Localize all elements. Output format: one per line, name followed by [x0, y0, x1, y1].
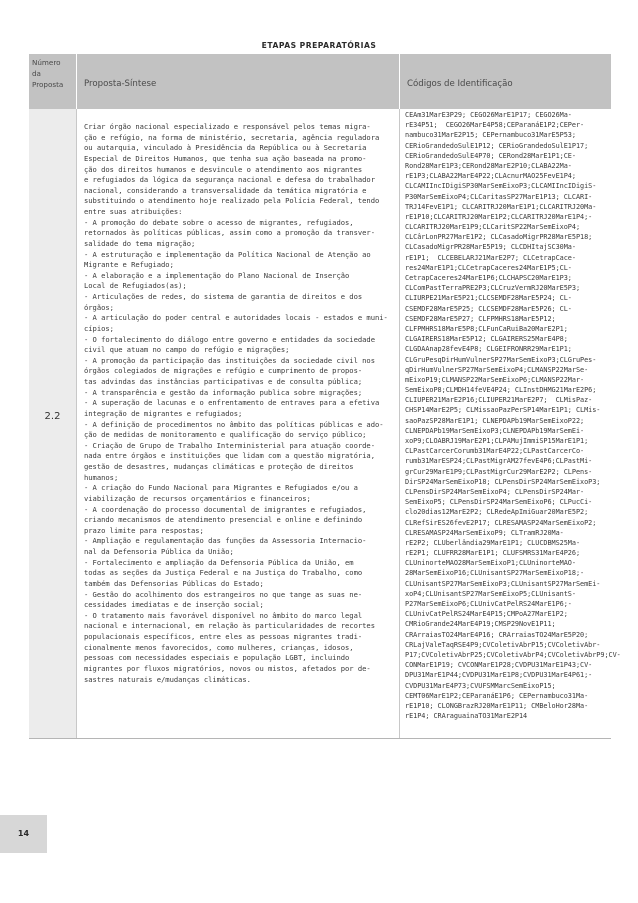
- header-proposal-label: Proposta-Síntese: [84, 79, 157, 89]
- table-row: [29, 109, 621, 739]
- proposal-text: Criar órgão nacional especializado e responsável pelos temas migra- ção e refúgio, na forma de ministério, secretaria, agência reguladora ou autarquia, vinculado à Presidência da República ou à Secretaria Especial de Direitos Humanos, que tenha sua ação baseada na promo- ção dos direitos humanos e desvincule o atendimento aos migrantes e refugiados da lógica da segurança nacional e defesa do trabalhador nacional, considerando a transversalidade da temática migratória e substituindo o atendimento hoje realizado pela Polícia Federal, tendo entre suas atribuições: - A promoção do debate sobre o acesso de migrantes, refugiados, retornados às políticas públicas, assim como a promoção da transver- salidade do tema migração; - A estruturação e implementação da Política Nacional de Atenção ao Migrante e Refugiado; - A elaboração e a implementação do Plano Nacional de Inserção Local de Refugiados(as); - Articulações de redes, do sistema de garantia de direitos e dos órgãos; - A articulação do poder central e autoridades locais - estados e muni- cípios; - O fortalecimento do diálogo entre governo e entidades da sociedade civil que atuam no campo do refúgio e migrações; - A promoção da participação das instituições da sociedade civil nos órgãos colegiados de migrações e refúgio e cumprimento de propos- tas advindas das instâncias participativas e de consulta pública; - A transparência e gestão da informação publica sobre migrações; - A superação de lacunas e o enfrentamento de entraves para a efetiva integração de migrantes e refugiados; - A definição de procedimentos no âmbito das políticas públicas e ado- ção de medidas de monitoramento e qualificação do serviço público; - Criação de Grupo de Trabalho Interministerial para atuação coorde- nada entre órgãos e instituições que lidam com a questão migratória, gestão de desastres, mudanças climáticas e proteção de direitos humanos; - A criação do Fundo Nacional para Migrantes e Refugiados e/ou a viabilização de recursos orçamentários e financeiros; - A coordenação do processo documental de imigrantes e refugiados, criando mecanismos de atendimento presencial e online e definindo prazo limite para respostas; - Ampliação e regulamentação das funções da Assessoria Internacio- nal da Defensoria Pública da União; - Fortalecimento e ampliação da Defensoria Pública da União, em todas as seções da Justiça Federal e na Justiça do Trabalho, como também das Defensorias Públicas do Estado; - Gestão do acolhimento dos estrangeiros no que tange as suas ne- cessidades imediatas e de inserção social; - O tratamento mais favorável disponível no âmbito do marco legal nacional e internacional, em relação às particularidades de recortes populacionais específicos, entre eles as pessoas migrantes tradi- cionalmente menos favorecidos, como mulheres, crianças, idosos, pessoas com necessidades especiais e população LGBT, incluindo migrantes por fluxos migratórios, novos ou mistos, afetados por de- sastres naturais e/mudanças climáticas.: [84, 122, 388, 684]
- identification-codes-text: CEAm31MarE3P29; CEGO26MarE1P17; CEGO26Ma- rE34P51; CEGO26MarE4P58;CEParanáE1P2;CEPer- nambuco31MarE2P15; CEPernambuco31MarE5P53; CERioGrandedoSulE1P12; CERioGrandedoSulE1P17; CERioGrandedoSulE4P70; CERond28MarE1P1;CE- Rond28MarE1P3;CERond28MarE2P10;CLABA22Ma- rE1P3;CLABA22MarE4P22;CLAcnurMAO25FevE1P4; CLCAMIIncIDigiSP30MarSemEixoP3;CLCAMIIncIDigiS- P30MarSemEixoP4;CLCaritasSP27MarE1P13; CLCARI- TRJ14FevE1P1; CLCARITRJ20MarE1P1;CLCARITRJ20Ma- rE1P10;CLCARITRJ20MarE1P2;CLCARITRJ20MarE1P4;- CLCARITRJ20MarE1P9;CLCaritSP22MarSemEixoP4; CLCârLonPR27MarE1P2; CLCasadoMigrPR28MarE5P18; CLCasadoMigrPR28MarE5P19; CLCDHItajSC30Ma- rE1P1; CLCEBELARJ21MarE2P7; CLCetrapCace- res24MarE1P1;CLCetrapCaceres24MarE1P5;CL- CetrapCaceres24MarE1P6;CLCHAPSC20MarE1P3; CLComPastTerraPRE2P3;CLCruzVermRJ20MarE5P3; CLIURPE21MarE5P21;CLCSEMDF28MarE5P24; CL- CSEMDF28MarE5P25; CLCSEMDF28MarE5P26; CL- CSEMDF28MarE5P27; CLFPMHRS18MarE5P12; CLFPMHRS18MarE5P8;CLFunCaRuiBa20MarE2P1; CLGAIRERS18MarE5P12; CLGAIRERS25MarE4P8; CLGDAAnap28fevE4P8; CLGEIFRONRR29MarE1P1; CLGruPesqDirHumVulnerSP27MarSemEixoP3;CLGruPes- qDirHumVulnerSP27MarSemEixoP4;CLMANSP22MarSe- mEixoP19;CLMANSP22MarSemEixoP6;CLMANSP22Mar- SemEixoP8;CLMDH14feVE4P24; CLInstDHMG21MarE2P6; CLIUPER21MarE2P16;CLIUPER21MarE2P7; CLMisPaz- CHSP14MarE2P5; CLMissaoPazPerSP14MarE1P1; CLMis- saoPazSP28MarE1P1; CLNEPDAPb19MarSemEixoP22; CLNEPDAPb19MarSemEixoP3;CLNEPDAPb19MarSemEi- xoP9;CLOABRJ19MarE2P1;CLPAMujImmiSP15MarE1P1; CLPastCarcerCorumb31MarE4P22;CLPastCarcerCo- rumb31MarESP24;CLPastMigrAM27fevE4P6;CLPastMi- grCur29MarE1P9;CLPastMigrCur29MarE2P2; CLPens- DirSP24MarSemEixoP18; CLPensDirSP24MarSemEixoP3; CLPensDirSP24MarSemEixoP4; CLPensDirSP24Mar- SemEixoP5; CLPensDirSP24MarSemEixoP6; CLPucCi- clo20dias12MarE2P2; CLRedeApImiGuar20MarE5P2; CLRefSirES26fevE2P17; CLRESAMASP24MarSemEixoP2; CLRESAMASP24MarSemEixoP9; CLTramRJ20Ma- rE2P2; CLUberlândia29MarE1P1; CLUCDBMS25Ma- rE2P1; CLUFRR28MarE1P1; CLUFSMRS31MarE4P26; CLUninorteMAO28MarSemEixoP1;CLUninorteMAO- 28MarSemEixoP16;CLUnisantSP27MarSemEixoP18;- CLUnisantSP27MarSemEixoP3;CLUnisantSP27MarSemEi- xoP4;CLUnisantSP27MarSemEixoP5;CLUnisantS- P27MarSemEixoP6;CLUnivCatPelRS24MarE1P6;- CLUnivCatPelRS24MarE4P15;CMPoA27MarE1P2; CMRioGrande24MarE4P19;CMSP29NovE1P11; CRArraiasTO24MarE4P16; CRArraiasTO24MarE5P20; CRLajValeTaqRSE4P9;CVColetivAbrP15;CVColetivAbr- P17;CVColetivAbrP25;CVColetivAbrP4;CVColetivAbrP9;CV- CONMarE1P19; CVCONMarE1P28;CVDPU31MarE1P43;CV- DPU31MarE1P44;CVDPU31MarE1P8;CVDPU31MarE4P61;- CVDPU31MarE4P73;CVUFSMMarcSemEixoP15; CEMT06MarE1P2;CEParanáE1P6; CEPernambuco31Ma- rE1P10; CLONGBrazRJ20MarE1P11; CMBeloHor28Ma- rE1P4; CRAraguainaTO31MarE2P14: [405, 111, 621, 721]
- page-number: 14: [17, 829, 30, 838]
- row-number: 2.2: [44, 411, 61, 422]
- page-number-box: [0, 815, 47, 853]
- header-number-cell: [29, 54, 76, 109]
- column-divider: [399, 109, 400, 738]
- header-codes-label: Códigos de Identificação: [407, 79, 513, 89]
- page-title: ETAPAS PREPARATÓRIAS: [261, 41, 377, 50]
- row-number-cell: [29, 109, 76, 738]
- header-number-label: Número da Proposta: [32, 58, 64, 89]
- header-codes-cell: [400, 54, 611, 109]
- header-proposal-cell: [77, 54, 399, 109]
- proposals-table: [29, 54, 621, 738]
- column-divider: [76, 109, 77, 738]
- table-header-row: [29, 54, 611, 109]
